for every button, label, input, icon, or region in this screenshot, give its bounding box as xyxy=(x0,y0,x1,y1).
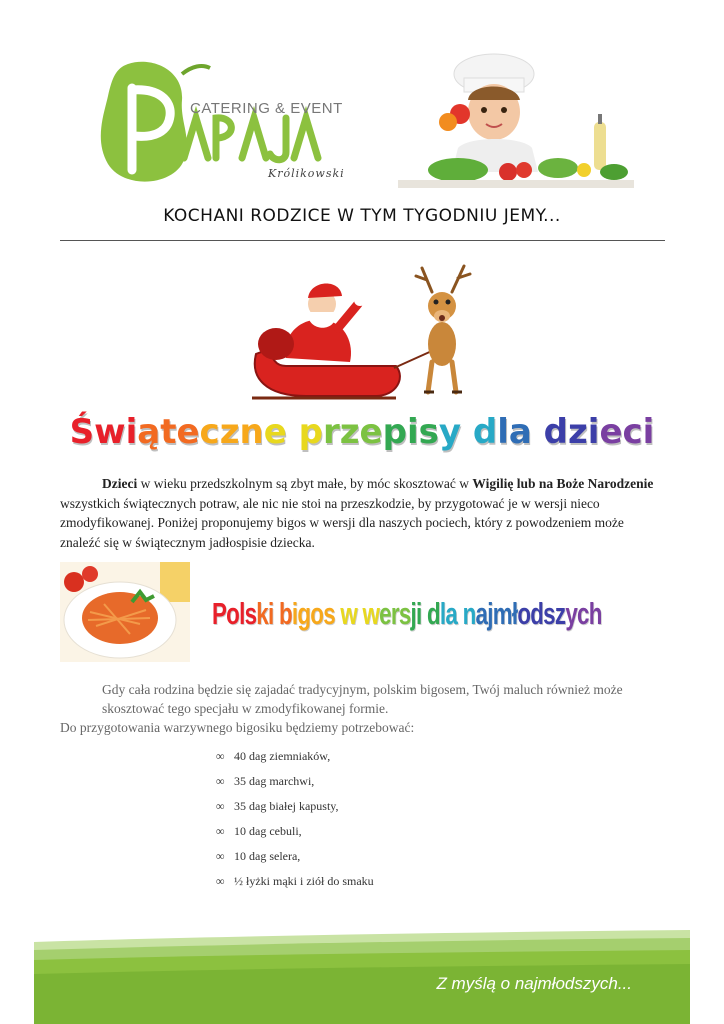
title-letter: s xyxy=(418,412,439,452)
title-letter: l xyxy=(239,596,245,631)
title-letter: d xyxy=(472,412,498,452)
title-letter: d xyxy=(543,412,568,452)
title-letter: e xyxy=(359,412,383,452)
title-letter: r xyxy=(322,412,340,452)
bigos-description-text: Gdy cała rodzina będzie się zajadać tradycyjnym, polskim bigosem, Twój maluch również może skosztować tego specjału w zmodyfikowanej formie. xyxy=(102,682,623,716)
title-letter: w xyxy=(340,596,358,631)
intro-text-1: w wieku przedszkolnym są zbyt małe, by móc skosztować w xyxy=(137,476,473,491)
title-letter: n xyxy=(239,412,264,452)
list-item: ∞ ½ łyżki mąki i ziół do smaku xyxy=(216,874,374,888)
infinity-bullet-icon: ∞ xyxy=(216,874,225,888)
infinity-bullet-icon: ∞ xyxy=(216,749,225,763)
title-letter: z xyxy=(554,596,566,631)
title-letter: i xyxy=(587,412,600,452)
infinity-bullet-icon: ∞ xyxy=(216,849,225,863)
infinity-bullet-icon: ∞ xyxy=(216,824,225,838)
intro-holiday: Wigilię lub na Boże Narodzenie xyxy=(472,476,654,491)
title-letter: ą xyxy=(137,412,161,452)
title-letter: a xyxy=(508,412,532,452)
list-item: ∞ 35 dag białej kapusty, xyxy=(216,799,339,813)
bigos-recipe-title xyxy=(212,596,602,632)
title-letter: a xyxy=(475,596,488,631)
title-letter xyxy=(287,412,299,452)
title-letter: i xyxy=(416,596,422,631)
list-item: ∞ 35 dag marchwi, xyxy=(216,774,315,788)
title-letter: c xyxy=(199,412,220,452)
title-letter: z xyxy=(339,412,360,452)
title-letter: c xyxy=(577,596,589,631)
title-letter: e xyxy=(599,412,623,452)
title-letter: o xyxy=(517,596,531,631)
logo-subtitle: Królikowski xyxy=(268,167,345,180)
title-letter: g xyxy=(297,596,311,631)
list-item: ∞ 10 dag cebuli, xyxy=(216,824,302,838)
title-letter: d xyxy=(427,596,440,631)
title-letter: z xyxy=(568,412,588,452)
title-letter: ł xyxy=(511,596,518,631)
title-letter xyxy=(461,412,473,452)
logo-catering-text: CATERING & EVENT xyxy=(190,100,343,117)
title-letter: w xyxy=(362,596,380,631)
title-letter: c xyxy=(622,412,643,452)
intro-paragraph xyxy=(60,474,658,552)
title-letter: o xyxy=(310,596,324,631)
title-letter: p xyxy=(298,412,323,452)
title-letter: i xyxy=(267,596,274,631)
title-letter: i xyxy=(291,596,298,631)
title-letter: s xyxy=(323,596,335,631)
ingredients-intro: Do przygotowania warzywnego bigosiku będziemy potrzebować: xyxy=(60,720,415,735)
title-letter xyxy=(532,412,544,452)
title-letter: l xyxy=(497,412,509,452)
title-letter: m xyxy=(492,596,512,631)
title-letter: s xyxy=(398,596,411,631)
title-letter: i xyxy=(125,412,138,452)
intro-lead: Dzieci xyxy=(102,476,138,491)
title-letter: j xyxy=(410,596,417,631)
title-letter: r xyxy=(390,596,399,631)
footer-slogan: Z myślą o najmłodszych... xyxy=(436,974,632,993)
title-letter: i xyxy=(642,412,655,452)
title-letter: i xyxy=(406,412,419,452)
list-item: ∞ 10 dag selera, xyxy=(216,849,301,863)
title-letter: y xyxy=(438,412,462,452)
title-letter: e xyxy=(379,596,391,631)
title-letter: a xyxy=(445,596,458,631)
title-letter: n xyxy=(462,596,476,631)
title-letter: z xyxy=(219,412,240,452)
bigos-dish-photo xyxy=(60,562,190,662)
title-letter: e xyxy=(263,412,287,452)
bigos-description xyxy=(60,680,660,737)
title-letter: s xyxy=(244,596,257,631)
title-letter: d xyxy=(530,596,544,631)
page-headline: KOCHANI RODZICE W TYM TYGODNIU JEMY... xyxy=(163,206,561,226)
title-letter: l xyxy=(439,596,446,631)
title-letter: s xyxy=(543,596,555,631)
holiday-recipes-title xyxy=(0,412,724,452)
title-letter: o xyxy=(226,596,240,631)
title-letter: P xyxy=(212,596,227,631)
infinity-bullet-icon: ∞ xyxy=(216,774,225,788)
divider-line xyxy=(60,240,665,241)
title-letter: w xyxy=(94,412,126,452)
child-chef-photo xyxy=(398,52,634,188)
title-letter: y xyxy=(565,596,578,631)
list-item: ∞ 40 dag ziemniaków, xyxy=(216,749,331,763)
title-letter: j xyxy=(487,596,493,631)
title-letter: e xyxy=(176,412,200,452)
title-letter: t xyxy=(160,412,177,452)
title-letter: b xyxy=(278,596,292,631)
intro-text-2: wszystkich świątecznych potraw, ale nic nie stoi na przeszkodzie, by przygotować je w wersji nieco zmodyfikowanej. Poniżej proponujemy bigos w wersji dla naszych pociech, który z powodzeniem może znaleźć się w świątecznym jadłospisie dziecka. xyxy=(60,495,624,550)
title-letter: p xyxy=(382,412,407,452)
ingredients-list xyxy=(216,748,376,909)
title-letter: Ś xyxy=(69,412,95,452)
infinity-bullet-icon: ∞ xyxy=(216,799,225,813)
title-letter: h xyxy=(588,596,602,631)
title-letter: k xyxy=(256,596,268,631)
santa-sleigh-illustration xyxy=(246,258,478,400)
